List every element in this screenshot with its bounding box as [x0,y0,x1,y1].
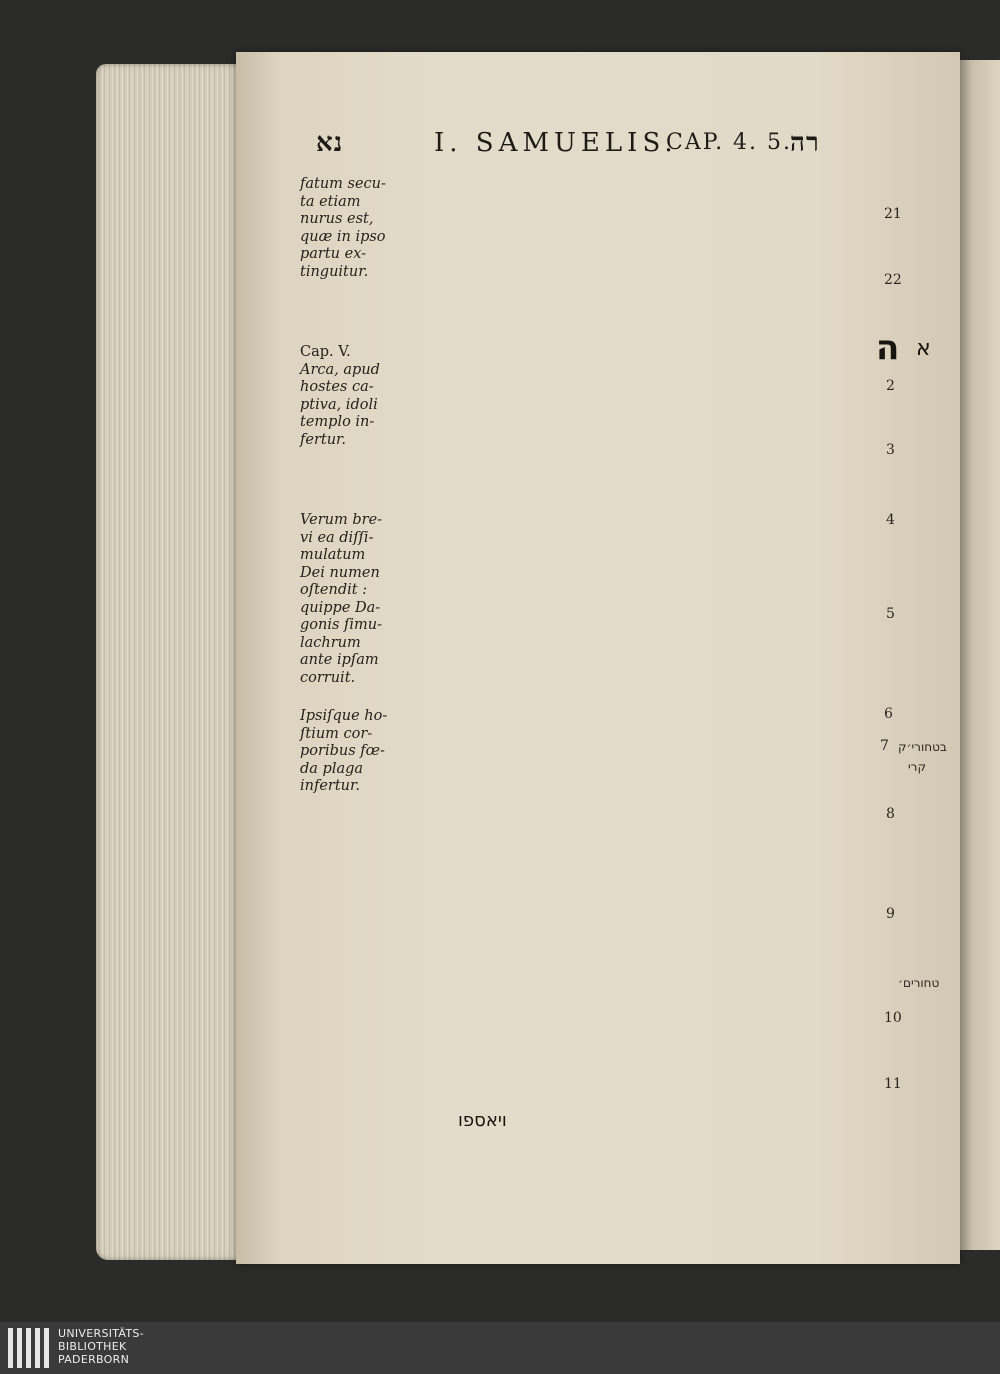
verse-number: 3 [886,442,895,458]
margin-note: fatum secu- ta etiam nurus est, quæ in ipso partu ex- tinguitur. [300,176,386,280]
catchword: ויאספו [458,1110,507,1131]
kere-note: קרי [908,760,926,774]
chapter-ref: CAP. 4. 5. [666,130,793,155]
book [96,52,1000,1264]
book-title: I. SAMUELIS. [434,128,678,158]
verse-number: 21 [884,206,902,222]
chapter-verse-one: א [916,336,931,361]
verse-number: 4 [886,512,895,528]
verse-number: 7 [880,738,889,754]
running-header [316,128,916,168]
library-logo-icon [8,1328,52,1368]
margin-note: Ipsiſque ho- ſtium cor- poribus fœ- da plaga infertur. [300,708,388,794]
kere-note: טחורים׳ [898,976,940,990]
verse-number: 22 [884,272,902,288]
kere-note: בטחורי׳ק [898,740,947,754]
verse-number: 11 [884,1076,902,1092]
right-folio: רה [790,128,820,158]
facing-page-edge [960,60,1000,1250]
page-edges [96,64,246,1260]
verse-number: 5 [886,606,895,622]
chapter-initial: ה [876,328,900,368]
verse-number: 10 [884,1010,902,1026]
left-folio: נא [316,128,344,158]
verse-number: 8 [886,806,895,822]
margin-note: Verum bre- vi ea diſſi- mulatum Dei numen oſtendit : quippe Da- gonis ſimu- lachrum ante ipſam corruit. [300,512,383,686]
verse-number: 6 [884,706,893,722]
verse-number: 9 [886,906,895,922]
verse-number: 2 [886,378,895,394]
library-name: UNIVERSITÄTS- BIBLIOTHEK PADERBORN [58,1327,144,1366]
margin-note: Cap. V. Arca, apud hostes ca- ptiva, idoli templo in- fertur. [300,344,380,448]
